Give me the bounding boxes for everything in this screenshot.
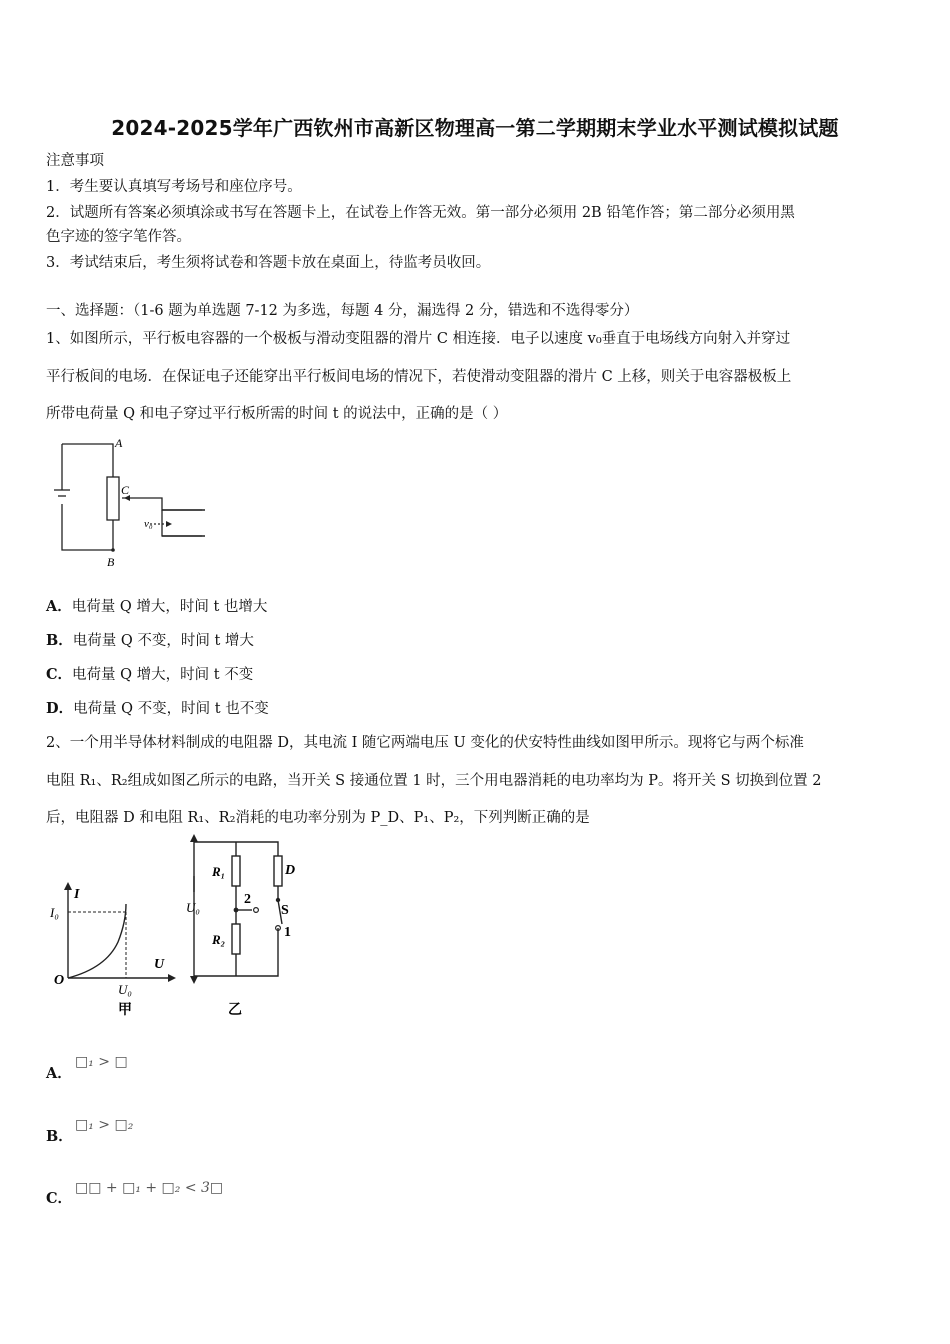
q2-option-a-letter: A． xyxy=(46,1065,72,1082)
section-heading: 一、选择题：（1-6 题为单选题 7-12 为多选，每题 4 分，漏选得 2 分，错选和不选得零分） xyxy=(46,303,639,319)
q2-option-a-formula: □₁ > □ xyxy=(75,1054,128,1070)
q2-option-c-formula: □□ + □₁ + □₂ < 3□ xyxy=(75,1180,224,1196)
q2-label-r1: R₁ xyxy=(212,864,226,879)
notice-item-2-cont: 色字迹的签字笔作答。 xyxy=(46,229,191,245)
q2-label-u0-circuit: U₀ xyxy=(186,900,200,915)
q2-line-3: 后，电阻器 D 和电阻 R₁、R₂消耗的电功率分别为 P_D、P₁、P₂，下列判断正确的是 xyxy=(46,810,590,826)
q2-caption-jia: 甲 xyxy=(118,1003,132,1018)
q1-option-d-letter: D． xyxy=(46,700,74,717)
q1-label-a: A xyxy=(115,436,123,450)
notice-item-1: 1．考生要认真填写考场号和座位序号。 xyxy=(46,179,302,195)
q1-option-c-text: 电荷量 Q 增大，时间 t 不变 xyxy=(72,667,254,683)
q2-option-c-letter: C． xyxy=(46,1190,73,1207)
q1-line-1: 1、如图所示，平行板电容器的一个极板与滑动变阻器的滑片 C 相连接．电子以速度 v₀垂直于电场线方向射入并穿过 xyxy=(46,331,791,347)
q1-option-b xyxy=(46,629,254,650)
q2-option-c xyxy=(46,1187,72,1208)
q2-label-o: O xyxy=(54,973,65,988)
page-title: 2024-2025学年广西钦州市高新区物理高一第二学期期末学业水平测试模拟试题 xyxy=(111,116,839,140)
q2-label-u: U xyxy=(154,957,165,972)
q2-label-r2: R₂ xyxy=(212,932,226,947)
q1-option-a xyxy=(46,595,267,616)
q1-label-v0: v₀ xyxy=(144,518,153,530)
q2-option-b xyxy=(46,1125,73,1146)
q1-option-c xyxy=(46,663,253,684)
q2-label-u0-graph: U₀ xyxy=(118,982,132,997)
q1-option-a-letter: A． xyxy=(46,598,72,615)
q1-line-2: 平行板间的电场．在保证电子还能穿出平行板间电场的情况下，若使滑动变阻器的滑片 C 上移，则关于电容器极板上 xyxy=(46,369,792,385)
q2-label-1: 1 xyxy=(284,925,291,940)
q2-caption-yi: 乙 xyxy=(228,1003,242,1018)
q2-option-b-letter: B． xyxy=(46,1128,73,1145)
q2-circuit-figure xyxy=(182,832,307,1027)
q1-label-c: C xyxy=(121,483,130,497)
q1-option-b-letter: B． xyxy=(46,632,73,649)
q1-circuit-figure xyxy=(40,432,215,572)
q2-iu-graph-figure xyxy=(44,880,179,1025)
q1-option-c-letter: C． xyxy=(46,666,73,683)
q2-option-b-formula: □₁ > □₂ xyxy=(75,1117,134,1133)
notice-item-3: 3．考试结束后，考生须将试卷和答题卡放在桌面上，待监考员收回。 xyxy=(46,255,491,271)
q2-line-2: 电阻 R₁、R₂组成如图乙所示的电路，当开关 S 接通位置 1 时，三个用电器消耗的电功率均为 P。将开关 S 切换到位置 2 xyxy=(46,773,822,789)
notice-heading: 注意事项 xyxy=(46,153,104,169)
q1-option-d xyxy=(46,697,269,718)
q2-label-d: D xyxy=(285,863,296,878)
q1-option-d-text: 电荷量 Q 不变，时间 t 也不变 xyxy=(73,701,269,717)
q1-option-a-text: 电荷量 Q 增大，时间 t 也增大 xyxy=(71,599,268,615)
q1-label-b: B xyxy=(107,555,115,569)
q2-label-s: S xyxy=(281,903,289,918)
q2-line-1: 2、一个用半导体材料制成的电阻器 D，其电流 I 随它两端电压 U 变化的伏安特性曲线如图甲所示。现将它与两个标准 xyxy=(46,735,804,751)
notice-item-2: 2．试题所有答案必须填涂或书写在答题卡上，在试卷上作答无效。第一部分必须用 2B 铅笔作答；第二部分必须用黑 xyxy=(46,205,795,221)
q1-line-3: 所带电荷量 Q 和电子穿过平行板所需的时间 t 的说法中，正确的是（ ） xyxy=(46,406,508,422)
q2-option-a xyxy=(46,1062,72,1083)
q2-label-i: I xyxy=(74,887,80,902)
q1-option-b-text: 电荷量 Q 不变，时间 t 增大 xyxy=(72,633,254,649)
q2-label-2: 2 xyxy=(244,892,251,907)
q2-label-i0: I₀ xyxy=(50,905,59,920)
